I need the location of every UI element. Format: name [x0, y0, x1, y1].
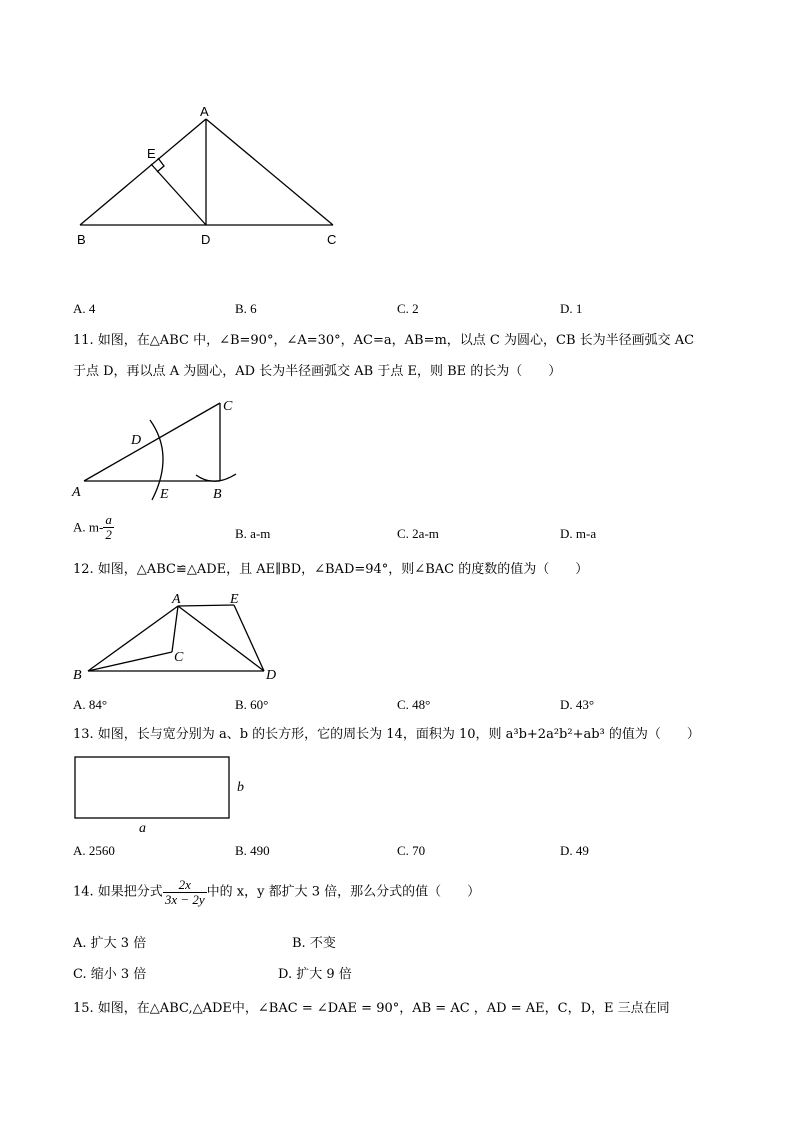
q13-question: 13. 如图，长与宽分别为 a、b 的长方形，它的周长为 14，面积为 10，则 a³b+2a²b²+ab³ 的值为（ ） — [73, 727, 700, 742]
q10-option-b: B. 6 — [235, 301, 257, 316]
q12-option-b: B. 60° — [235, 697, 269, 712]
q12-option-d: D. 43° — [560, 697, 595, 712]
q11-option-b: B. a-m — [235, 526, 271, 541]
rectangle — [75, 757, 229, 818]
label-D: D — [131, 433, 142, 448]
fraction-denominator: 2 — [105, 527, 112, 542]
q11-option-a-prefix: A. m- — [73, 519, 104, 535]
label-D: D — [266, 668, 277, 683]
q13-option-a: A. 2560 — [73, 843, 115, 858]
label-E: E — [147, 146, 156, 161]
q14-option-d: D. 扩大 9 倍 — [278, 967, 352, 982]
label-E: E — [160, 487, 169, 502]
label-A: A — [200, 104, 209, 119]
fraction-numerator: 2x — [163, 878, 207, 893]
q12-option-a: A. 84° — [73, 697, 108, 712]
q11-option-c: C. 2a-m — [397, 526, 439, 541]
label-B: B — [73, 668, 82, 683]
q10-option-c: C. 2 — [397, 301, 419, 316]
q11-question-line2: 于点 D，再以点 A 为圆心，AD 长为半径画弧交 AB 于点 E，则 BE 的长为（ ） — [73, 364, 562, 379]
q14-question — [73, 878, 480, 907]
q15-question: 15. 如图，在△ABC,△ADE中，∠BAC = ∠DAE = 90°，AB = AC ，AD = AE，C，D，E 三点在同 — [73, 1001, 670, 1016]
q12-option-c: C. 48° — [397, 697, 431, 712]
q13-option-d: D. 49 — [560, 843, 589, 858]
q14-prefix: 14. 如果把分式 — [73, 884, 163, 900]
label-b: b — [237, 780, 244, 795]
label-C: C — [174, 650, 184, 665]
label-C: C — [223, 399, 233, 414]
label-a: a — [139, 821, 146, 836]
q12-question: 12. 如图，△ABC≌△ADE，且 AE∥BD，∠BAD=94°，则∠BAC 的度数的值为（ ） — [73, 562, 589, 577]
fraction-numerator: a — [105, 512, 112, 527]
label-D: D — [201, 232, 211, 247]
label-A: A — [72, 485, 81, 500]
label-A: A — [172, 592, 181, 607]
label-E: E — [230, 592, 239, 607]
q14-option-b: B. 不变 — [292, 936, 336, 951]
q14-suffix: 中的 x，y 都扩大 3 倍，那么分式的值（ ） — [206, 884, 481, 900]
q10-option-d: D. 1 — [560, 301, 583, 316]
q10-option-a: A. 4 — [73, 301, 96, 316]
label-B: B — [77, 232, 86, 247]
q14-option-a: A. 扩大 3 倍 — [73, 936, 147, 951]
q13-option-b: B. 490 — [235, 843, 270, 858]
q11-question-line1: 11. 如图，在△ABC 中，∠B=90°，∠A=30°，AC=a，AB=m，以点 C 为圆心，CB 长为半径画弧交 AC — [73, 333, 695, 348]
q13-option-c: C. 70 — [397, 843, 426, 858]
label-B: B — [213, 487, 222, 502]
fraction-denominator: 3x − 2y — [164, 892, 205, 907]
q14-option-c: C. 缩小 3 倍 — [73, 967, 147, 982]
q11-option-d: D. m-a — [560, 526, 597, 541]
q14-fraction — [163, 878, 207, 907]
label-C: C — [327, 232, 337, 247]
